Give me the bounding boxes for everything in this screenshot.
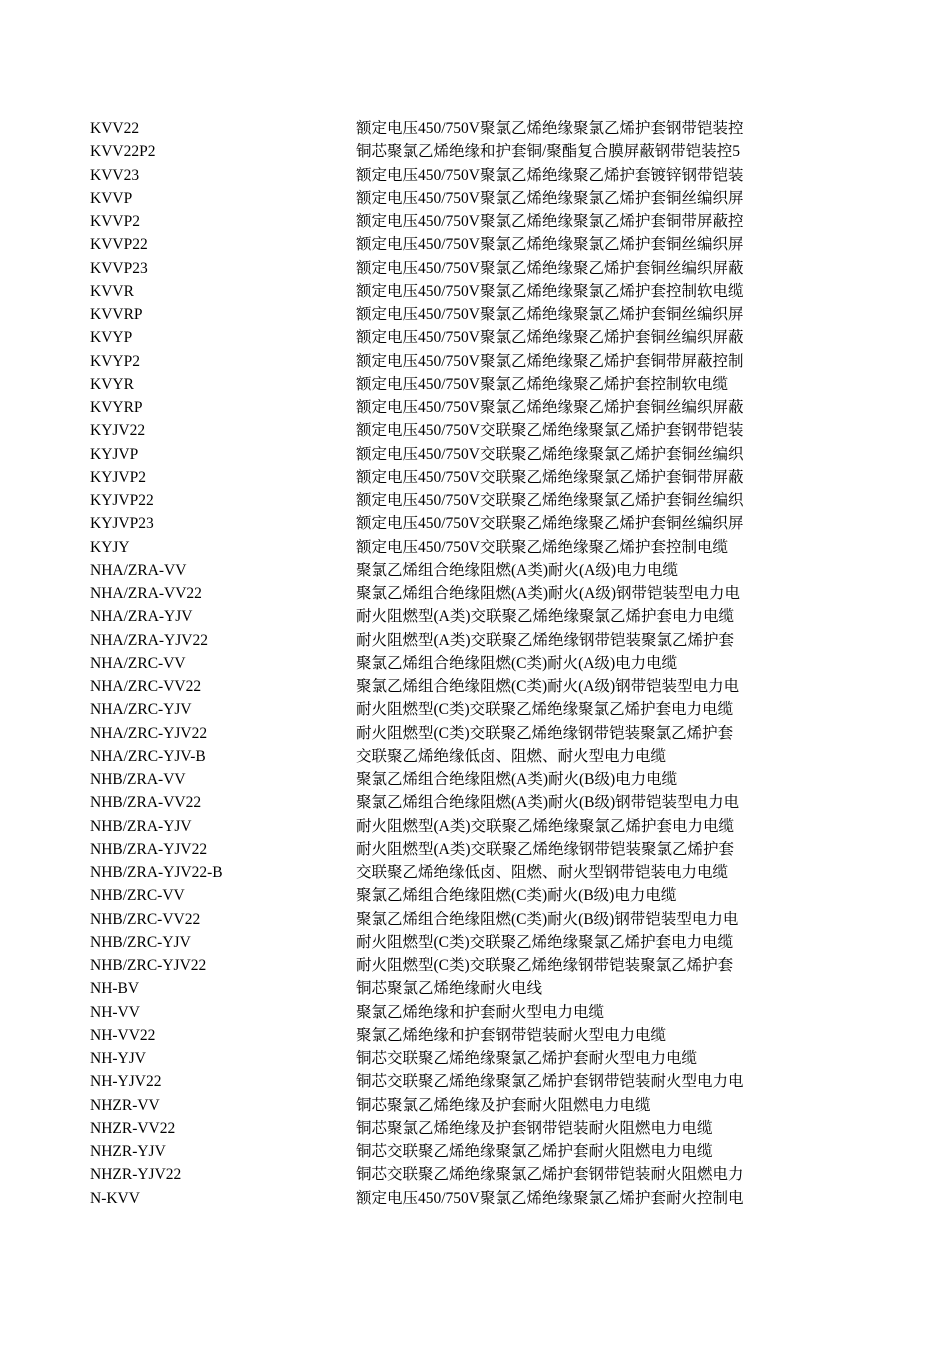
cable-model-code: NHA/ZRC-YJV22	[90, 724, 208, 742]
cable-description: 耐火阻燃型(A类)交联聚乙烯绝缘聚氯乙烯护套电力电缆	[356, 817, 735, 835]
list-item	[90, 931, 790, 954]
list-item	[90, 1163, 790, 1186]
cable-model-code: KVYP	[90, 329, 133, 347]
cable-description: 额定电压450/750V聚氯乙烯绝缘聚乙烯护套控制软电缆	[356, 375, 729, 393]
cable-description: 聚氯乙烯组合绝缘阻燃(C类)耐火(B级)钢带铠装型电力电	[356, 910, 739, 928]
list-item	[90, 1117, 790, 1140]
cable-model-code: NHB/ZRC-YJV22	[90, 957, 207, 974]
cable-model-code: NH-YJV22	[90, 1073, 162, 1091]
cable-description: 聚氯乙烯组合绝缘阻燃(C类)耐火(A级)钢带铠装型电力电	[356, 678, 740, 695]
list-item	[90, 443, 790, 466]
cable-description: 额定电压450/750V聚氯乙烯绝缘聚乙烯护套铜丝编织屏蔽	[356, 399, 744, 416]
list-item	[90, 373, 790, 396]
cable-description: 额定电压450/750V聚氯乙烯绝缘聚乙烯护套铜带屏蔽控制	[356, 352, 744, 370]
cable-model-code: KYJY	[90, 538, 130, 556]
list-item	[90, 977, 790, 1000]
list-item	[90, 1047, 790, 1070]
cable-description: 聚氯乙烯组合绝缘阻燃(A类)耐火(B级)钢带铠装型电力电	[356, 794, 740, 812]
cable-model-code: KVVR	[90, 282, 134, 300]
cable-model-code: NH-VV22	[90, 1026, 156, 1044]
list-item	[90, 419, 790, 442]
cable-model-code: NHZR-VV	[90, 1096, 160, 1114]
cable-description: 耐火阻燃型(C类)交联聚乙烯绝缘钢带铠装聚氯乙烯护套	[356, 957, 734, 974]
cable-description: 额定电压450/750V聚氯乙烯绝缘聚氯乙烯护套控制软电缆	[356, 282, 744, 300]
cable-model-code: KVYP2	[90, 352, 140, 370]
cable-model-code: KVYR	[90, 375, 134, 393]
list-item	[90, 512, 790, 535]
cable-description: 额定电压450/750V聚氯乙烯绝缘聚乙烯护套铜丝编织屏蔽	[356, 329, 744, 347]
cable-model-code: NHB/ZRC-VV22	[90, 910, 201, 928]
cable-list	[90, 117, 790, 1210]
cable-model-code: KVV22	[90, 120, 140, 137]
cable-description: 耐火阻燃型(C类)交联聚乙烯绝缘钢带铠装聚氯乙烯护套	[356, 724, 734, 742]
cable-model-code: NHB/ZRA-YJV22	[90, 840, 208, 858]
cable-description: 额定电压450/750V聚氯乙烯绝缘聚乙烯护套镀锌钢带铠装	[356, 166, 744, 184]
cable-description: 耐火阻燃型(C类)交联聚乙烯绝缘聚氯乙烯护套电力电缆	[356, 933, 734, 951]
cable-description: 耐火阻燃型(A类)交联聚乙烯绝缘钢带铠装聚氯乙烯护套	[356, 631, 735, 649]
list-item	[90, 815, 790, 838]
cable-model-code: KYJVP23	[90, 515, 154, 533]
list-item	[90, 1070, 790, 1093]
list-item	[90, 791, 790, 814]
list-item	[90, 629, 790, 652]
cable-description: 铜芯交联聚乙烯绝缘聚氯乙烯护套钢带铠装耐火型电力电	[356, 1073, 744, 1091]
cable-description: 交联聚乙烯绝缘低卤、阻燃、耐火型钢带铠装电力电缆	[356, 864, 729, 881]
list-item	[90, 164, 790, 187]
cable-model-code: NHA/ZRC-VV22	[90, 678, 202, 695]
list-item	[90, 582, 790, 605]
cable-description: 聚氯乙烯组合绝缘阻燃(A类)耐火(A级)钢带铠装型电力电	[356, 585, 741, 602]
cable-model-code: KVVRP	[90, 306, 143, 323]
cable-model-code: NHA/ZRA-YJV22	[90, 631, 208, 649]
cable-description: 额定电压450/750V聚氯乙烯绝缘聚氯乙烯护套耐火控制电	[356, 1189, 744, 1207]
list-item	[90, 117, 790, 140]
list-item	[90, 210, 790, 233]
cable-model-code: NHA/ZRA-VV22	[90, 585, 202, 602]
list-item	[90, 257, 790, 280]
cable-description: 聚氯乙烯组合绝缘阻燃(A类)耐火(A级)电力电缆	[356, 561, 679, 579]
cable-description: 额定电压450/750V交联聚乙烯绝缘聚氯乙烯护套铜丝编织	[356, 445, 744, 463]
cable-description: 聚氯乙烯组合绝缘阻燃(C类)耐火(A级)电力电缆	[356, 654, 678, 672]
list-item	[90, 466, 790, 489]
cable-description: 铜芯聚氯乙烯绝缘耐火电线	[356, 980, 543, 998]
list-item	[90, 722, 790, 745]
list-item	[90, 861, 790, 884]
cable-model-code: NHB/ZRC-VV	[90, 887, 185, 905]
list-item	[90, 884, 790, 907]
cable-description: 额定电压450/750V聚氯乙烯绝缘聚氯乙烯护套钢带铠装控	[356, 120, 744, 137]
cable-model-code: NH-BV	[90, 980, 140, 998]
cable-description: 聚氯乙烯绝缘和护套钢带铠装耐火型电力电缆	[356, 1026, 667, 1044]
cable-description: 聚氯乙烯组合绝缘阻燃(C类)耐火(B级)电力电缆	[356, 887, 677, 905]
cable-description: 铜芯聚氯乙烯绝缘和护套铜/聚酯复合膜屏蔽钢带铠装控5	[356, 143, 741, 161]
cable-description: 额定电压450/750V聚氯乙烯绝缘聚氯乙烯护套铜带屏蔽控	[356, 213, 744, 230]
cable-model-code: NHZR-YJV22	[90, 1166, 182, 1184]
cable-description: 铜芯聚氯乙烯绝缘及护套钢带铠装耐火阻燃电力电缆	[356, 1119, 713, 1137]
list-item	[90, 350, 790, 373]
cable-description: 额定电压450/750V聚氯乙烯绝缘聚乙烯护套铜丝编织屏蔽	[356, 259, 744, 277]
cable-model-code: KVVP23	[90, 259, 148, 277]
cable-model-code: KYJVP22	[90, 492, 154, 509]
cable-description: 耐火阻燃型(A类)交联聚乙烯绝缘聚氯乙烯护套电力电缆	[356, 608, 735, 626]
cable-description: 铜芯交联聚乙烯绝缘聚氯乙烯护套耐火型电力电缆	[356, 1050, 698, 1067]
list-item	[90, 745, 790, 768]
cable-model-code: NHB/ZRA-YJV	[90, 817, 192, 835]
cable-description: 铜芯交联聚乙烯绝缘聚氯乙烯护套耐火阻燃电力电缆	[356, 1143, 713, 1160]
list-item	[90, 908, 790, 931]
cable-description: 聚氯乙烯绝缘和护套耐火型电力电缆	[356, 1003, 605, 1021]
list-item	[90, 536, 790, 559]
cable-model-code: KVVP	[90, 189, 133, 207]
list-item	[90, 233, 790, 256]
cable-model-code: NHA/ZRA-VV	[90, 561, 187, 579]
cable-description: 聚氯乙烯组合绝缘阻燃(A类)耐火(B级)电力电缆	[356, 771, 678, 788]
list-item	[90, 1001, 790, 1024]
cable-description: 额定电压450/750V交联聚乙烯绝缘聚乙烯护套铜丝编织屏	[356, 515, 744, 533]
cable-model-code: KYJV22	[90, 422, 146, 440]
cable-model-code: NH-VV	[90, 1003, 140, 1021]
cable-model-code: NHA/ZRA-YJV	[90, 608, 193, 626]
cable-description: 交联聚乙烯绝缘低卤、阻燃、耐火型电力电缆	[356, 747, 667, 765]
list-item	[90, 326, 790, 349]
cable-description: 铜芯交联聚乙烯绝缘聚氯乙烯护套钢带铠装耐火阻燃电力	[356, 1166, 744, 1184]
cable-description: 耐火阻燃型(A类)交联聚乙烯绝缘钢带铠装聚氯乙烯护套	[356, 840, 735, 858]
list-item	[90, 838, 790, 861]
cable-description: 额定电压450/750V聚氯乙烯绝缘聚氯乙烯护套铜丝编织屏	[356, 189, 744, 207]
cable-model-code: NHB/ZRA-YJV22-B	[90, 864, 223, 881]
list-item	[90, 768, 790, 791]
cable-model-code: NHB/ZRA-VV22	[90, 794, 202, 812]
cable-model-code: NHA/ZRC-YJV-B	[90, 747, 206, 765]
list-item	[90, 1187, 790, 1210]
list-item	[90, 675, 790, 698]
list-item	[90, 1024, 790, 1047]
list-item	[90, 303, 790, 326]
cable-model-code: NHA/ZRC-YJV	[90, 701, 192, 719]
cable-description: 额定电压450/750V交联聚乙烯绝缘聚乙烯护套控制电缆	[356, 538, 729, 556]
list-item	[90, 1140, 790, 1163]
list-item	[90, 396, 790, 419]
cable-model-code: NHB/ZRA-VV	[90, 771, 186, 788]
cable-model-code: NH-YJV	[90, 1050, 146, 1067]
cable-model-code: KYJVP	[90, 445, 139, 463]
list-item	[90, 140, 790, 163]
cable-description: 额定电压450/750V聚氯乙烯绝缘聚氯乙烯护套铜丝编织屏	[356, 306, 744, 323]
cable-description: 额定电压450/750V交联聚乙烯绝缘聚氯乙烯护套铜带屏蔽	[356, 468, 744, 486]
cable-description: 额定电压450/750V聚氯乙烯绝缘聚氯乙烯护套铜丝编织屏	[356, 236, 744, 254]
cable-model-code: KVV22P2	[90, 143, 156, 161]
cable-description: 耐火阻燃型(C类)交联聚乙烯绝缘聚氯乙烯护套电力电缆	[356, 701, 734, 719]
cable-description: 铜芯聚氯乙烯绝缘及护套耐火阻燃电力电缆	[356, 1096, 651, 1114]
cable-model-code: KVYRP	[90, 399, 143, 416]
cable-model-code: N-KVV	[90, 1189, 140, 1207]
cable-model-code: KVVP22	[90, 236, 148, 254]
list-item	[90, 489, 790, 512]
list-item	[90, 954, 790, 977]
cable-model-code: NHA/ZRC-VV	[90, 654, 186, 672]
cable-model-code: NHZR-YJV	[90, 1143, 166, 1160]
list-item	[90, 698, 790, 721]
cable-model-code: KVV23	[90, 166, 140, 184]
list-item	[90, 187, 790, 210]
cable-model-code: KYJVP2	[90, 468, 146, 486]
cable-model-code: NHB/ZRC-YJV	[90, 933, 191, 951]
list-item	[90, 280, 790, 303]
list-item	[90, 1094, 790, 1117]
cable-model-code: KVVP2	[90, 213, 140, 230]
list-item	[90, 652, 790, 675]
list-item	[90, 559, 790, 582]
cable-description: 额定电压450/750V交联聚乙烯绝缘聚氯乙烯护套铜丝编织	[356, 492, 744, 509]
cable-description: 额定电压450/750V交联聚乙烯绝缘聚氯乙烯护套钢带铠装	[356, 422, 744, 440]
cable-model-code: NHZR-VV22	[90, 1119, 176, 1137]
list-item	[90, 605, 790, 628]
